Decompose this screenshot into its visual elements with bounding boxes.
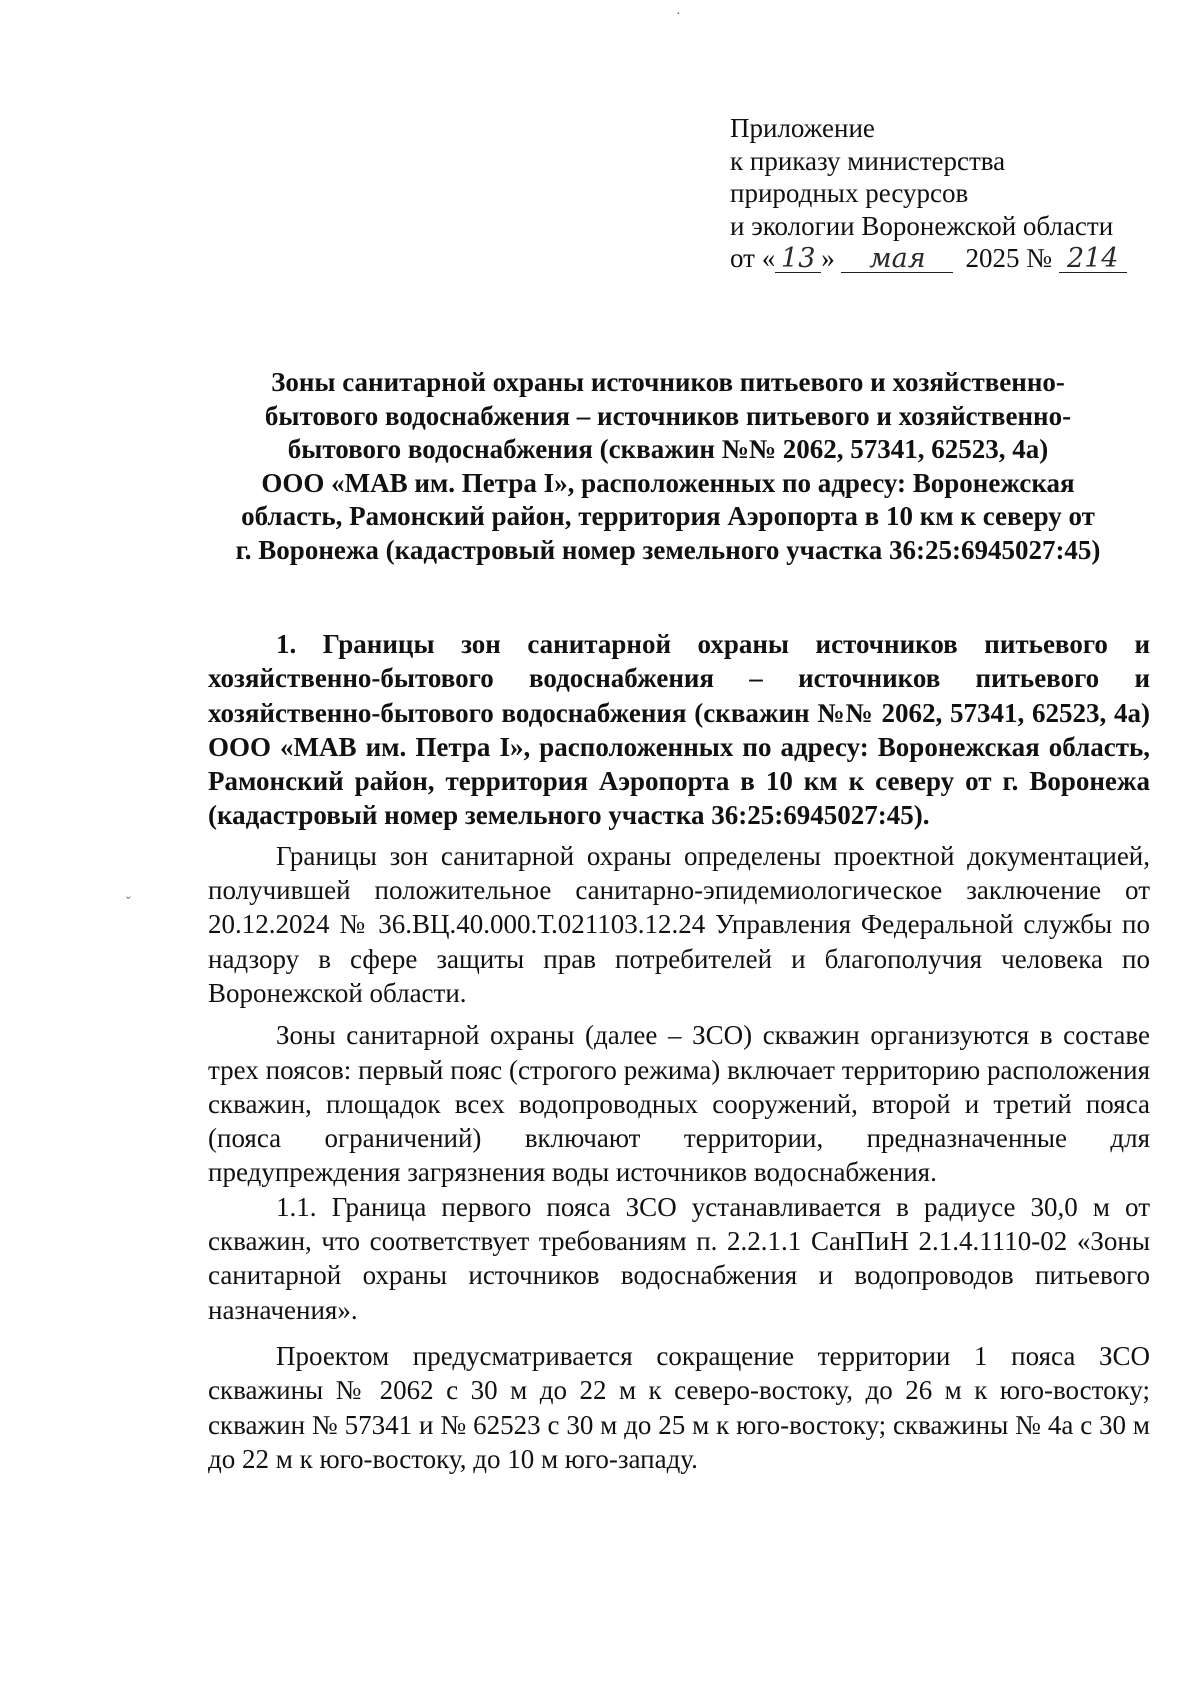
paragraph: 1.1. Граница первого пояса ЗСО устанавливается в радиусе 30,0 м от скважин, что соответствует требованиям п. 2.2.1.1 СанПиН 2.1.4.1110-02 «Зоны санитарной охраны источников водоснабжения и водопроводов питьевого назначения». (208, 1191, 1150, 1325)
paragraph: Проектом предусматривается сокращение территории 1 пояса ЗСО скважины № 2062 с 30 м до 22 м к северо-востоку, до 26 м к юго-востоку; скважин № 57341 и № 62523 с 30 м до 25 м к юго-востоку; скважины № 4а с 30 м до 22 м к юго-востоку, до 10 м юго-западу. (208, 1340, 1150, 1474)
title-line: область, Рамонский район, территория Аэропорта в 10 км к северу от (241, 501, 1095, 531)
attachment-line: и экологии Воронежской области (730, 210, 1114, 241)
date-mid: » (821, 243, 835, 273)
attachment-line: природных ресурсов (730, 178, 969, 208)
section-1-heading: 1. Границы зон санитарной охраны источников питьевого и хозяйственно-бытового водоснабжения – источников питьевого и хозяйственно-бытового водоснабжения (скважин №№ 2062, 57341, 62523, 4а) ООО «МАВ им. Петра I», расположенных по адресу: Воронежская область, Рамонский район, территория Аэропорта в 10 км к северу от г. Воронежа (кадастровый номер земельного участка 36:25:6945027:45). (208, 629, 1150, 831)
scan-speck: · (676, 7, 681, 22)
order-date-line (730, 242, 1150, 275)
title-line: г. Воронежа (кадастровый номер земельного участка 36:25:6945027:45) (235, 534, 1101, 565)
document-body (208, 627, 1150, 1476)
scan-speck: ˇ (126, 895, 131, 910)
order-number: 214 (1059, 246, 1127, 273)
paragraph: Зоны санитарной охраны (далее – ЗСО) скважин организуются в составе трех поясов: первый пояс (строгого режима) включает территорию расположения скважин, площадок всех водопроводных сооружений, второй и третий пояса (пояса ограничений) включают территории, предназначенные для предупреждения загрязнения воды источников водоснабжения. (208, 1020, 1150, 1188)
date-prefix: от « (730, 243, 776, 273)
date-year: 2025 № (965, 243, 1052, 273)
attachment-line: к приказу министерства (730, 145, 1006, 176)
title-line: ООО «МАВ им. Петра I», расположенных по адресу: Воронежская (261, 467, 1075, 498)
attachment-block (730, 112, 1150, 275)
date-month: мая (841, 246, 953, 273)
title-line: бытового водоснабжения – источников питьевого и хозяйственно- (264, 400, 1072, 431)
paragraph: Границы зон санитарной охраны определены проектной документацией, получившей положительное санитарно-эпидемиологическое заключение от 20.12.2024 № 36.ВЦ.40.000.Т.021103.12.24 Управления Федеральной службы по надзору в сфере защиты прав потребителей и благополучия человека по Воронежской области. (208, 840, 1150, 1008)
title-line: бытового водоснабжения (скважин №№ 2062, 57341, 62523, 4а) (287, 434, 1049, 464)
document-title (200, 366, 1136, 567)
date-day: 13 (775, 246, 821, 273)
title-line: Зоны санитарной охраны источников питьевого и хозяйственно- (271, 367, 1065, 397)
attachment-line: Приложение (730, 113, 875, 143)
